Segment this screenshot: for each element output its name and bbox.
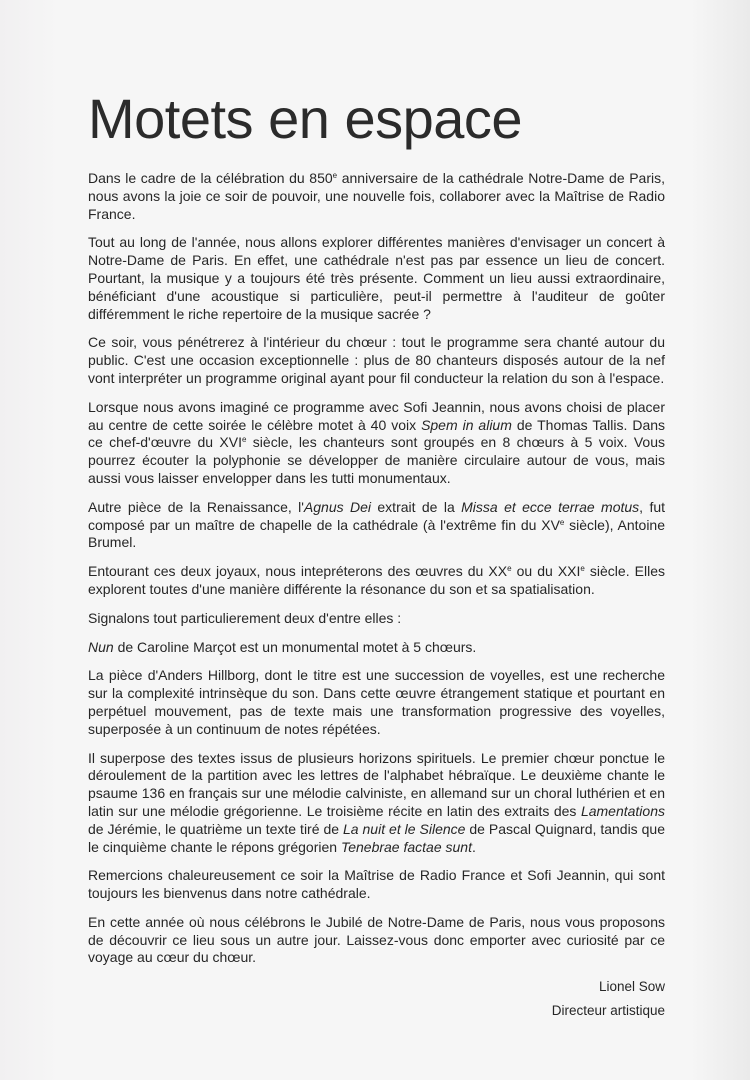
superscript: e [507, 564, 512, 574]
work-title: Tenebrae factae sunt [340, 838, 472, 855]
signature-block [88, 978, 665, 1020]
text-span: , fut composé par un maître de chapelle de la cathédrale (à l'extrême fin du XV [88, 498, 666, 533]
signature-name: Lionel Sow [598, 979, 665, 995]
text-span: de Pascal Quignard, tandis que le cinquième chante le répons grégorien [88, 820, 665, 855]
superscript: e [332, 171, 338, 180]
text-span: extrait de la [371, 498, 462, 515]
work-title: Lamentations [580, 802, 665, 819]
text-span: de Thomas Tallis. Dans ce chef-d'œuvre du XVI [88, 416, 666, 451]
text-span: Il superpose des textes issus de plusieurs horizons spirituels. Le premier chœur ponctue le déroulement de la partition avec les lettres de l'alphabet hébraïque. Le deuxième chante le psaume 136 en français sur une mélodie calviniste, en allemand sur un choral luthérien et en latin sur une mélodie grégorienne. Le troisième récite en latin des extraits des [88, 749, 665, 819]
paragraph-intro [88, 170, 665, 223]
paragraph-brumel [88, 499, 665, 552]
text-span: anniversaire de la cathédrale Notre-Dame de Paris, nous avons la joie ce soir de pouvoir, une nouvelle fois, collaborer avec la Maîtrise de Radio France. [88, 170, 666, 222]
text-span: Entourant ces deux joyaux, nous intepréterons des œuvres du XX [88, 563, 508, 580]
paragraph-modern [88, 563, 665, 599]
text-span: de Caroline Marçot est un monumental motet à 5 chœurs. [113, 638, 477, 655]
paragraph-thanks: Remercions chaleureusement ce soir la Maîtrise de Radio France et Sofi Jeannin, qui sont toujours les bienvenus dans notre cathédrale. [88, 867, 665, 902]
superscript: e [559, 517, 565, 527]
signature-role: Directeur artistique [551, 1003, 665, 1019]
text-span: Dans le cadre de la célébration du 850 [88, 170, 333, 186]
text-span: ou du XXI [511, 563, 581, 580]
text-span: siècle, les chanteurs sont groupés en 8 chœurs à 5 voix. Vous pourrez écouter la polyphonie se développer de manière circulaire autour de vous, mais aussi vous laisser envelopper dans les tutti monumentaux. [88, 434, 665, 486]
work-title: Spem in alium [421, 416, 512, 433]
paragraph-tallis [88, 399, 665, 488]
text-span: . [471, 838, 476, 855]
work-title: La nuit et le Silence [342, 820, 466, 837]
work-title: Agnus Dei [303, 498, 372, 515]
work-title: Nun [88, 638, 114, 655]
superscript: e [580, 564, 585, 574]
text-span: Autre pièce de la Renaissance, l' [88, 498, 304, 515]
text-span: siècle), Antoine Brumel. [88, 516, 666, 551]
paragraph-choir: Ce soir, vous pénétrerez à l'intérieur du chœur : tout le programme sera chanté autour du public. C'est une occasion exceptionnelle : plus de 80 chanteurs disposés autour de la nef vont interpréter un programme original ayant pour fil conducteur la relation du son à l'espace. [88, 334, 665, 386]
text-span: siècle. Elles explorent toutes d'une manière différente la résonance du son et sa spatialisation. [88, 563, 665, 597]
document-title: Motets en espace [88, 87, 523, 150]
superscript: e [242, 435, 247, 445]
paragraph-highlight: Signalons tout particulierement deux d'entre elles : [88, 609, 402, 626]
paragraph-jubilee: En cette année où nous célébrons le Jubilé de Notre-Dame de Paris, nous vous proposons de découvrir ce lieu sous un autre jour. Laissez-vous donc emporter avec curiosité par ce voyage au cœur du chœur. [88, 913, 665, 966]
paragraph-nun [88, 639, 665, 657]
text-span: Lorsque nous avons imaginé ce programme avec Sofi Jeannin, nous avons choisi de placer au centre de cette soirée le célèbre motet à 40 voix [88, 398, 665, 433]
document-body [88, 88, 665, 1026]
paragraph-hillborg: La pièce d'Anders Hillborg, dont le titre est une succession de voyelles, est une recherche sur la complexité intrinsèque du son. Dans cette œuvre étrangement statique et pourtant en perpétuel mouvement, pas de texte mais une transformation progressive des voyelles, superposée à un continuum de notes répétées. [88, 667, 665, 737]
text-span: de Jérémie, le quatrième un texte tiré de [88, 820, 343, 837]
paragraph-year: Tout au long de l'année, nous allons explorer différentes manières d'envisager un concert à Notre-Dame de Paris. En effet, une cathédrale n'est pas par essence un lieu de concert. Pourtant, la musique y a toujours été très présente. Comment un lieu aussi extraordinaire, bénéficiant d'une acoustique si particulière, peut-il permettre à l'auditeur de goûter différemment le riche repertoire de la musique sacrée ? [88, 234, 665, 322]
work-title: Missa et ecce terrae motus [461, 498, 640, 515]
paragraph-texts [88, 750, 665, 857]
